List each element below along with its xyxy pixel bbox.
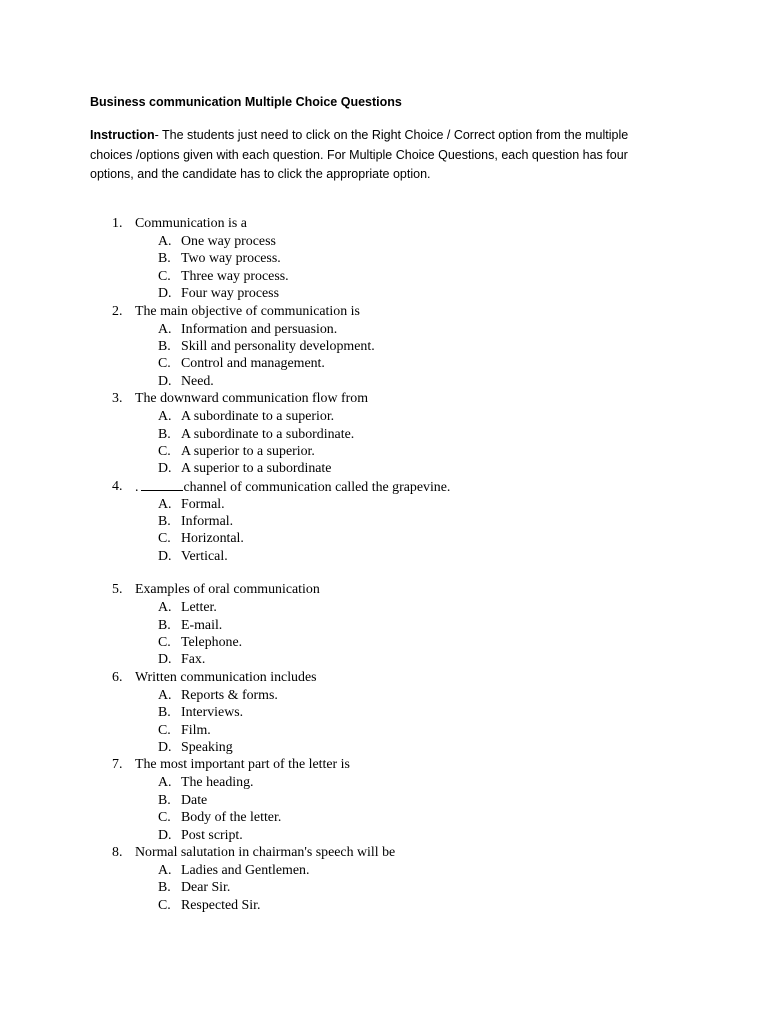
option-list xyxy=(0,862,768,914)
question-number: 4. xyxy=(112,478,123,494)
question-1 xyxy=(0,215,768,303)
option-text: A subordinate to a superior. xyxy=(181,409,335,425)
option-a[interactable] xyxy=(0,233,768,250)
option-a[interactable] xyxy=(0,774,768,791)
option-text: E-mail. xyxy=(181,617,223,633)
option-b[interactable] xyxy=(0,792,768,809)
question-text: Normal salutation in chairman's speech will be xyxy=(135,844,396,860)
option-letter: D. xyxy=(158,461,172,477)
option-text: Fax. xyxy=(181,652,206,668)
option-letter: A. xyxy=(158,496,172,512)
question-8 xyxy=(0,844,768,914)
option-letter: C. xyxy=(158,531,171,547)
option-text: Post script. xyxy=(181,827,243,843)
option-list xyxy=(0,599,768,669)
option-letter: A. xyxy=(158,321,172,337)
option-text: Two way process. xyxy=(181,251,281,267)
option-letter: B. xyxy=(158,338,171,354)
question-text xyxy=(135,478,450,497)
question-3 xyxy=(0,390,768,478)
option-a[interactable] xyxy=(0,687,768,704)
option-d[interactable] xyxy=(0,373,768,390)
option-c[interactable] xyxy=(0,355,768,372)
question-number: 5. xyxy=(112,582,123,598)
option-letter: A. xyxy=(158,862,172,878)
option-letter: C. xyxy=(158,722,171,738)
question-number: 6. xyxy=(112,669,123,685)
option-a[interactable] xyxy=(0,321,768,338)
question-6 xyxy=(0,669,768,757)
question-number: 1. xyxy=(112,216,123,231)
option-list xyxy=(0,687,768,757)
question-number: 7. xyxy=(112,757,123,773)
option-letter: D. xyxy=(158,739,172,755)
option-letter: D. xyxy=(158,373,172,389)
option-c[interactable] xyxy=(0,722,768,739)
option-letter: C. xyxy=(158,810,171,826)
option-letter: B. xyxy=(158,792,171,808)
option-text: The heading. xyxy=(181,775,254,791)
option-text: Interviews. xyxy=(181,705,244,721)
instruction-text: - The students just need to click on the Right Choice / Correct option from the multiple choices /options given with each question. For Multiple Choice Questions, each question has four options, and the candidate has to click the appropriate option. xyxy=(90,128,629,182)
question-list xyxy=(0,215,768,914)
option-d[interactable] xyxy=(0,739,768,756)
option-a[interactable] xyxy=(0,862,768,879)
option-d[interactable] xyxy=(0,651,768,668)
option-text: Body of the letter. xyxy=(181,810,282,826)
option-letter: A. xyxy=(158,775,172,791)
option-text: Respected Sir. xyxy=(181,897,261,913)
option-letter: B. xyxy=(158,426,171,442)
option-a[interactable] xyxy=(0,496,768,513)
option-letter: A. xyxy=(158,687,172,703)
option-text: Three way process. xyxy=(181,268,289,284)
option-text: Speaking xyxy=(181,739,233,755)
option-letter: B. xyxy=(158,617,171,633)
option-text: Letter. xyxy=(181,600,217,616)
option-b[interactable] xyxy=(0,426,768,443)
option-text: Dear Sir. xyxy=(181,880,231,896)
question-number: 2. xyxy=(112,303,123,319)
option-letter: D. xyxy=(158,652,172,668)
question-text: Written communication includes xyxy=(135,669,317,685)
question-4 xyxy=(0,478,768,566)
option-list xyxy=(0,233,768,303)
option-letter: B. xyxy=(158,251,171,267)
instruction-paragraph xyxy=(90,126,670,185)
option-d[interactable] xyxy=(0,827,768,844)
option-text: Horizontal. xyxy=(181,531,244,547)
option-a[interactable] xyxy=(0,408,768,425)
option-letter: C. xyxy=(158,897,171,913)
option-b[interactable] xyxy=(0,250,768,267)
option-list xyxy=(0,774,768,844)
question-number: 8. xyxy=(112,844,123,860)
option-letter: B. xyxy=(158,514,171,530)
option-b[interactable] xyxy=(0,513,768,530)
option-d[interactable] xyxy=(0,548,768,565)
option-list xyxy=(0,496,768,566)
question-prefix: . xyxy=(135,479,139,495)
option-text: Information and persuasion. xyxy=(181,321,338,337)
question-text: Examples of oral communication xyxy=(135,582,320,598)
option-letter: B. xyxy=(158,705,171,721)
option-letter: B. xyxy=(158,880,171,896)
question-text: The downward communication flow from xyxy=(135,391,368,407)
option-c[interactable] xyxy=(0,268,768,285)
document-title: Business communication Multiple Choice Questions xyxy=(90,95,402,109)
question-text-body: channel of communication called the grapevine. xyxy=(183,479,451,495)
option-text: One way process xyxy=(181,234,276,249)
option-c[interactable] xyxy=(0,530,768,547)
option-b[interactable] xyxy=(0,617,768,634)
option-letter: C. xyxy=(158,635,171,651)
option-text: A subordinate to a subordinate. xyxy=(181,426,355,442)
option-c[interactable] xyxy=(0,443,768,460)
option-text: Reports & forms. xyxy=(181,687,278,703)
option-letter: D. xyxy=(158,286,172,302)
option-d[interactable] xyxy=(0,460,768,477)
option-letter: C. xyxy=(158,356,171,372)
question-2 xyxy=(0,303,768,391)
option-b[interactable] xyxy=(0,879,768,896)
option-a[interactable] xyxy=(0,599,768,616)
option-text: Skill and personality development. xyxy=(181,338,375,354)
option-text: Ladies and Gentlemen. xyxy=(181,862,310,878)
option-c[interactable] xyxy=(0,809,768,826)
option-list xyxy=(0,408,768,478)
question-5 xyxy=(0,581,768,669)
option-text: Telephone. xyxy=(181,635,243,651)
question-text: The most important part of the letter is xyxy=(135,757,350,773)
option-letter: C. xyxy=(158,443,171,459)
option-b[interactable] xyxy=(0,338,768,355)
option-text: A superior to a subordinate xyxy=(181,461,332,477)
question-number: 3. xyxy=(112,391,123,407)
fill-in-blank xyxy=(141,478,183,491)
option-c[interactable] xyxy=(0,634,768,651)
option-text: Formal. xyxy=(181,496,225,512)
question-7 xyxy=(0,756,768,844)
option-text: Film. xyxy=(181,722,211,738)
option-text: Four way process xyxy=(181,286,279,302)
option-c[interactable] xyxy=(0,897,768,914)
option-letter: A. xyxy=(158,409,172,425)
instruction-label: Instruction xyxy=(90,128,155,142)
option-text: Date xyxy=(181,792,208,808)
question-text: Communication is a xyxy=(135,216,247,231)
option-letter: D. xyxy=(158,827,172,843)
option-text: Need. xyxy=(181,373,214,389)
option-text: A superior to a superior. xyxy=(181,443,315,459)
option-d[interactable] xyxy=(0,285,768,302)
option-letter: A. xyxy=(158,600,172,616)
option-text: Vertical. xyxy=(181,548,228,564)
option-text: Informal. xyxy=(181,514,234,530)
option-text: Control and management. xyxy=(181,356,325,372)
option-letter: D. xyxy=(158,548,172,564)
option-letter: C. xyxy=(158,268,171,284)
option-list xyxy=(0,321,768,391)
option-b[interactable] xyxy=(0,704,768,721)
option-letter: A. xyxy=(158,234,172,249)
question-text: The main objective of communication is xyxy=(135,303,360,319)
